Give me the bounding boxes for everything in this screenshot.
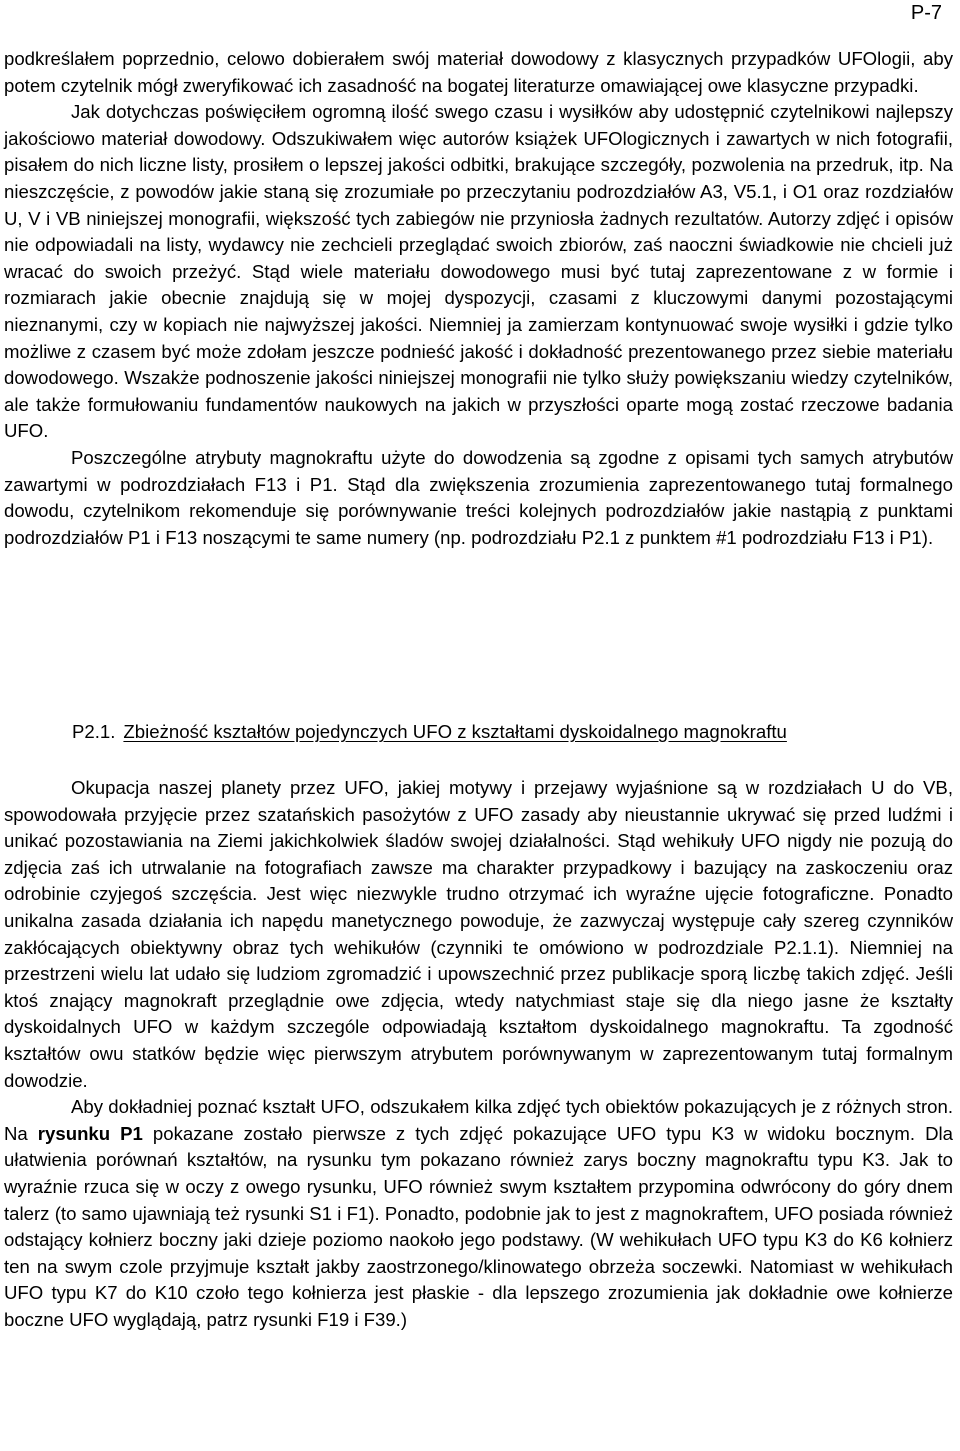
section-title: Zbieżność kształtów pojedynczych UFO z kształtami dyskoidalnego magnokraftu <box>123 721 787 742</box>
paragraph: Poszczególne atrybuty magnokraftu użyte do dowodzenia są zgodne z opisami tych samych atrybutów zawartymi w podrozdziałach F13 i P1. Stąd dla zwiększenia zrozumienia zaprezentowanego tutaj formalnego dowodu, czytelnikom rekomenduje się porównywanie treści kolejnych podrozdziałów jakie nastąpią z punktami podrozdziałów P1 i F13 noszącymi te same numery (np. podrozdziału P2.1 z punktem #1 podrozdziału F13 i P1). <box>4 446 953 548</box>
figure-reference: rysunku P1 <box>37 1122 143 1144</box>
text-block-bottom <box>4 775 953 1333</box>
text-block-top <box>4 46 953 551</box>
paragraph: Jak dotychczas poświęciłem ogromną ilość swego czasu i wysiłków aby udostępnić czytelnikowi najlepszy jakościowo materiał dowodowy. Odszukiwałem więc autorów książek UFOlogicznych i zawartych w nich fotografii, pisałem do nich liczne listy, prosiłem o lepszej jakości odbitki, brakujące szczegóły, pozwolenia na przedruk, itp. Na nieszczęście, z powodów jakie staną się zrozumiałe po przeczytaniu podrozdziałów A3, V5.1, i O1 oraz rozdziałów U, V i VB niniejszej monografii, większość tych zabiegów nie przyniosła żadnych rezultatów. Autorzy zdjęć i opisów nie odpowiadali na listy, wydawcy nie zechcieli przeglądać swoich zbiorów, zaś naoczni świadkowie nie chcieli już wracać do swoich przeżyć. Stąd wiele materiału dowodowego musi być tutaj zaprezentowane z w formie i rozmiarach jakie obecnie znajdują się w mojej dyspozycji, czasami z kluczowymi danymi pozostającymi nieznanymi, czy w kopiach nie najwyższej jakości. Niemniej ja zamierzam kontynuować swoje wysiłki i gdzie tylko możliwe z czasem być może zdołam jeszcze podnieść jakość i dokładność prezentowanego przez siebie materiału dowodowego. Wszakże podnoszenie jakości niniejszej monografii nie tylko służy powiększaniu wiedzy czytelników, ale także formułowaniu fundamentów naukowych na jakich w przyszłości oparte mogą zostać rzeczowe badania UFO. <box>4 101 953 442</box>
paragraph-text: Aby dokładniej poznać kształt UFO, odszukałem kilka zdjęć tych obiektów pokazujących je z różnych stron. Na <box>4 1096 953 1144</box>
paragraph-text: pokazane zostało pierwsze z tych zdjęć pokazujące UFO typu K3 w widoku bocznym. Dla ułatwienia porównań kształtów, na rysunku tym pokazano również zarys boczny magnokraftu typu K3. Jak to wyraźnie rzuca się w oczy z owego rysunku, UFO również swym kształtem przypomina odwrócony do góry dnem talerz (to samo ujawniają też rysunki S1 i F1). Ponadto, podobnie jak to jest z magnokraftem, UFO posiada również odstający kołnierz boczny jaki dzieje poziomo naokoło jego podstawy. (W wehikułach UFO typu K3 do K6 kołnierz ten na swym czole przyjmuje kształt jakby zaostrzonego/klinowatego obrzeża soczewki. Natomiast w wehikułach UFO typu K7 do K10 czoło tego kołnierza jest płaskie - dla lepszego zrozumienia jak dokładnie owe kołnierze boczne UFO wyglądają, patrz rysunki F19 i F39.) <box>4 1122 953 1330</box>
section-heading <box>72 719 787 745</box>
paragraph: Okupacja naszej planety przez UFO, jakiej motywy i przejawy wyjaśnione są w rozdziałach U do VB, spowodowała przyjęcie przez szatańskich pasożytów z UFO zasady aby nieustannie ukrywać się przed ludźmi i unikać pozostawiania na Ziemi jakichkolwiek śladów swojej działalności. Stąd wehikuły UFO nigdy nie pozują do zdjęcia zaś ich utrwalanie na fotografiach zawsze ma charakter przypadkowy i bazujący na zaskoczeniu oraz odrobinie czyjegoś szczęścia. Jest więc niezwykle trudno otrzymać ich wyraźne ujęcie fotograficzne. Ponadto unikalna zasada działania ich napędu manetycznego powoduje, że zazwyczaj występuje cały szereg czynników zakłócających obiektywny obraz tych wehikułów (czynniki te omówiono w podrozdziale P2.1.1). Niemniej na przestrzeni wielu lat udało się ludziom zgromadzić i upowszechnić przez publikacje sporą liczbę takich zdjęć. Jeśli ktoś znający magnokraft przeglądnie owe zdjęcia, wtedy natychmiast staje się dla niego jasne że kształty dyskoidalnych UFO w każdym szczególe odpowiadają kształtom dyskoidalnego magnokraftu. Ta zgodność kształtów owu statków będzie więc pierwszym atrybutem porównywanym w zaprezentowanym tutaj formalnym dowodzie. <box>4 777 953 1091</box>
paragraph: podkreślałem poprzednio, celowo dobierałem swój materiał dowodowy z klasycznych przypadków UFOlogii, aby potem czytelnik mógł zweryfikować ich zasadność na bogatej literaturze omawiającej owe klasyczne przypadki. <box>4 48 953 96</box>
paragraph <box>4 1094 953 1333</box>
page-number: P-7 <box>910 2 942 24</box>
section-number: P2.1. <box>72 721 116 742</box>
